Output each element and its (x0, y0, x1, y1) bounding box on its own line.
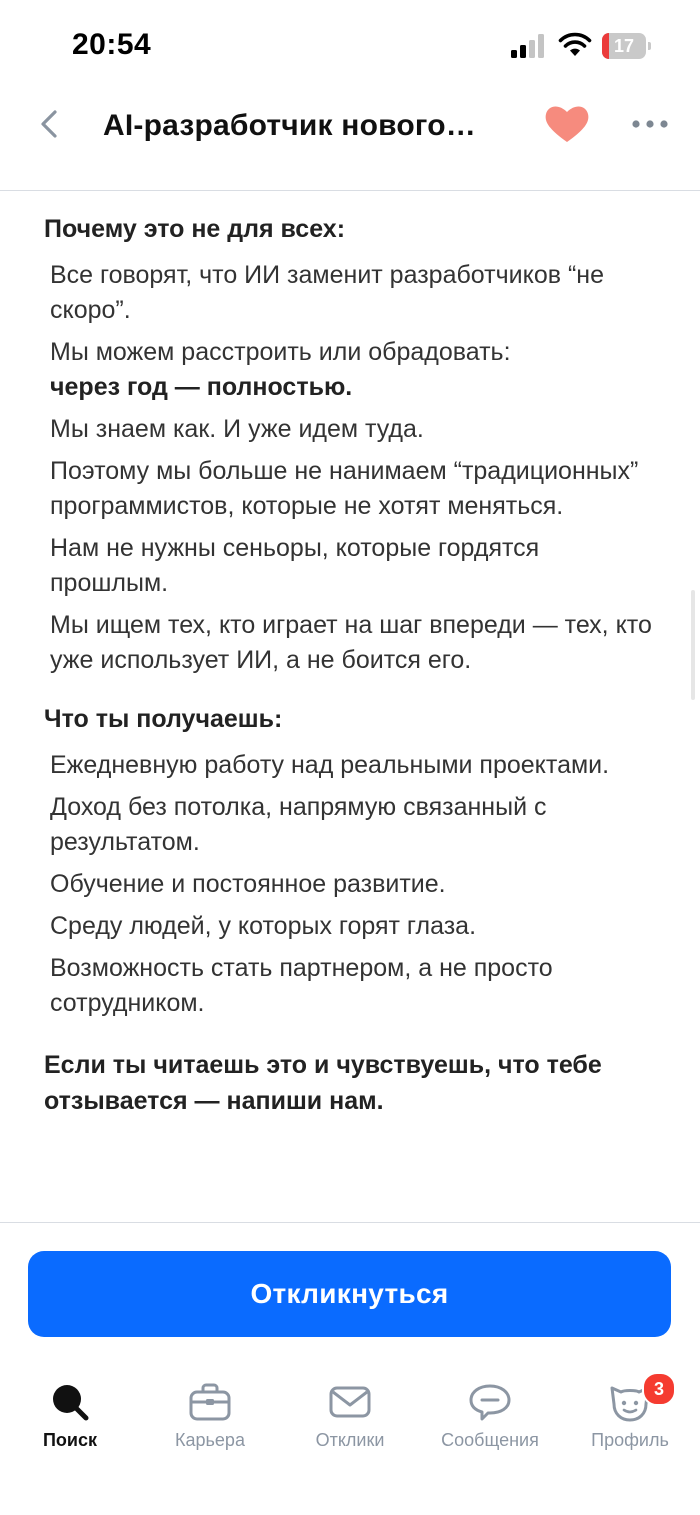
tab-career[interactable] (140, 1366, 280, 1466)
envelope-icon (328, 1382, 372, 1422)
why-not-for-everyone-list (44, 258, 664, 678)
list-item-text: Нам не нужны сеньоры, которые гордятся прошлым. (50, 534, 540, 597)
list-item-text: Поэтому мы больше не нанимаем “традиционных” программистов, которые не хотят меняться. (50, 457, 639, 520)
list-item-text: Ежедневную работу над реальными проектами. (50, 751, 610, 779)
tab-label: Карьера (175, 1430, 245, 1450)
page-title: AI-разработчик нового… (103, 109, 476, 142)
tab-bar (0, 1366, 700, 1515)
search-icon (48, 1382, 92, 1422)
notification-badge: 3 (642, 1372, 676, 1406)
list-item (50, 335, 664, 405)
more-options-button[interactable] (628, 104, 672, 144)
tab-label: Поиск (42, 1430, 98, 1450)
list-item (50, 531, 664, 601)
apply-panel (0, 1222, 700, 1367)
list-item-text: Мы можем расстроить или обрадовать: (50, 338, 511, 366)
list-item-emphasis: через год — полностью. (50, 373, 353, 401)
list-item (50, 258, 664, 328)
scrollbar[interactable] (691, 590, 695, 700)
tab-search[interactable] (0, 1366, 140, 1466)
apply-button[interactable]: Откликнуться (28, 1251, 671, 1337)
tab-label: Сообщения (441, 1430, 539, 1450)
list-item-text: Мы знаем как. И уже идем туда. (50, 415, 424, 443)
list-item-text: Возможность стать партнером, а не просто сотрудником. (50, 954, 553, 1017)
list-item (50, 867, 664, 902)
list-item (50, 412, 664, 447)
list-item-text: Все говорят, что ИИ заменит разработчиков “не скоро”. (50, 261, 604, 324)
status-bar (0, 0, 700, 90)
list-item (50, 608, 664, 678)
heart-icon (542, 102, 592, 146)
battery-tip (648, 42, 651, 50)
tab-profile[interactable] (560, 1366, 700, 1466)
list-item (50, 909, 664, 944)
list-item-text: Мы ищем тех, кто играет на шаг впереди — тех, кто уже использует ИИ, а не боится его. (50, 611, 652, 674)
status-time: 20:54 (72, 28, 152, 61)
section-title: Что ты получаешь: (44, 705, 283, 733)
tab-label: Профиль (591, 1430, 669, 1450)
battery-body (602, 33, 646, 59)
battery-level: 17 (613, 36, 635, 56)
battery-indicator (602, 33, 652, 59)
chevron-left-icon (30, 104, 70, 144)
favorite-button[interactable] (542, 102, 592, 146)
list-item-text: Обучение и постоянное развитие. (50, 870, 446, 898)
more-horizontal-icon (628, 104, 672, 144)
list-item-text: Среду людей, у которых горят глаза. (50, 912, 477, 940)
briefcase-icon (188, 1382, 232, 1422)
wifi-icon (558, 32, 592, 58)
list-item (50, 748, 664, 783)
list-item (50, 790, 664, 860)
tab-messages[interactable] (420, 1366, 560, 1466)
list-item (50, 951, 664, 1021)
list-item-text: Доход без потолка, напрямую связанный с результатом. (50, 793, 547, 856)
back-button[interactable] (30, 104, 70, 144)
vacancy-description (44, 190, 664, 1119)
section-title: Почему это не для всех: (44, 215, 346, 243)
benefits-list (44, 748, 664, 1021)
tab-responses[interactable] (280, 1366, 420, 1466)
closing-call-to-action: Если ты читаешь это и чувствуешь, что тебе отзывается — напиши нам. (44, 1051, 602, 1115)
navigation-bar (0, 92, 700, 191)
cellular-signal-icon (510, 34, 548, 58)
tab-label: Отклики (315, 1430, 385, 1450)
list-item (50, 454, 664, 524)
chat-bubble-icon (468, 1382, 512, 1422)
